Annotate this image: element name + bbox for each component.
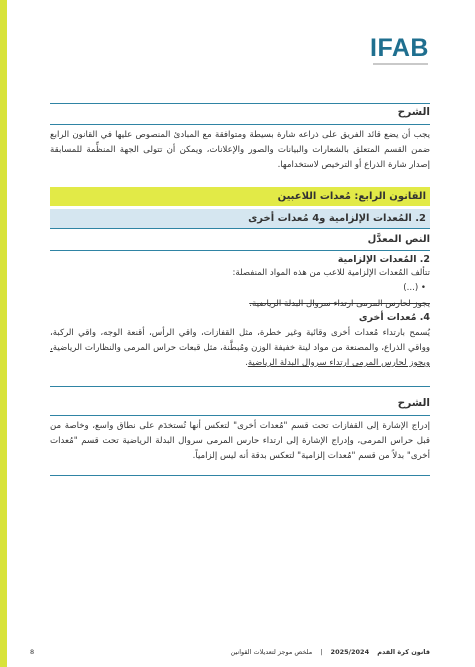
explanation-paragraph: يجب أن يضع قائد الفريق على ذراعه شارة بسيطة ومتوافقة مع المبادئ المنصوص عليها في القانون الرابع ضمن القسم المتعلق بالشعارات والبيانات والصور والإعلانات، ويمكن أن تتولى الجهة المنظِّمة للمسابقة إصدار شارة الذراع أو الترخيص لاستخدامها. — [50, 130, 430, 170]
explanation-paragraph: إدراج الإشارة إلى القفازات تحت قسم "مُعدات أخرى" لتعكس أنها تُستخدَم على نطاق واسع، وخاصة من قبل حراس المرمى، وإدراج الإشارة إلى ارتداء حارس المرمى سروال البدلة الرياضية تحت قسم "مُعدات أخرى" بدلاً من قسم "مُعدات إلزامية" لتعكس بدقة أنه ليس إلزامياً. — [50, 421, 430, 461]
bullet-text: (...) — [403, 283, 419, 293]
law-title-band — [50, 187, 430, 206]
footer-season: 2025/2024 — [330, 648, 370, 656]
page-footer — [30, 648, 430, 656]
section-divider — [50, 386, 430, 387]
footer-separator: | — [320, 648, 323, 656]
footer-summary: ملخص موجز لتعديلات القوانين — [230, 648, 313, 656]
deleted-text: يجوز لحارس المرمى ارتداء سروال البدلة الرياضية. — [249, 299, 430, 309]
section-divider — [50, 475, 430, 476]
page-accent-bar — [0, 0, 7, 667]
explanation-heading: الشرح — [397, 397, 430, 409]
section-divider — [50, 250, 430, 251]
logo-tagline — [373, 63, 428, 65]
section-title: 2. المُعدات الإلزامية و4 مُعدات أخرى — [248, 213, 426, 224]
mandatory-equipment-title: 2. المُعدات الإلزامية — [337, 254, 430, 265]
page-number: 8 — [30, 648, 35, 656]
inserted-text: ، ويجوز لحارس المرمى ارتداء سروال البدلة الرياضية — [50, 343, 430, 368]
other-equipment-title: 4. مُعدات أخرى — [358, 312, 430, 323]
explanation-heading: الشرح — [397, 106, 430, 118]
bullet-dot: • — [418, 283, 426, 293]
section-title-band — [50, 209, 430, 229]
amended-text-heading: النص المعدَّل — [367, 234, 430, 245]
other-equipment-text — [50, 326, 430, 371]
section-divider — [50, 124, 430, 125]
bullet-item — [50, 281, 430, 296]
section-divider — [50, 415, 430, 416]
law-title: القانون الرابع: مُعدات اللاعبين — [277, 191, 426, 202]
ifab-logo: IFAB — [370, 34, 429, 62]
footer-publication: قانون كرة القدم — [377, 648, 430, 656]
mandatory-equipment-text: تتألف المُعدات الإلزامية للاعب من هذه المواد المنفصلة: — [232, 268, 430, 278]
other-equipment-text-end: . — [245, 358, 248, 368]
other-equipment-text-main: يُسمح بارتداء مُعدات أخرى وقائية وغير خطرة، مثل القفازات، واقي الرأس، أقنعة الوجه، واقي الركبة، وواقي الذراع، والمصنعة من مواد لينة خفيفة الوزن ومُبطَّنة، مثل قبعات حراس المرمى والنظارات الرياضية — [50, 328, 430, 353]
section-divider — [50, 103, 430, 104]
